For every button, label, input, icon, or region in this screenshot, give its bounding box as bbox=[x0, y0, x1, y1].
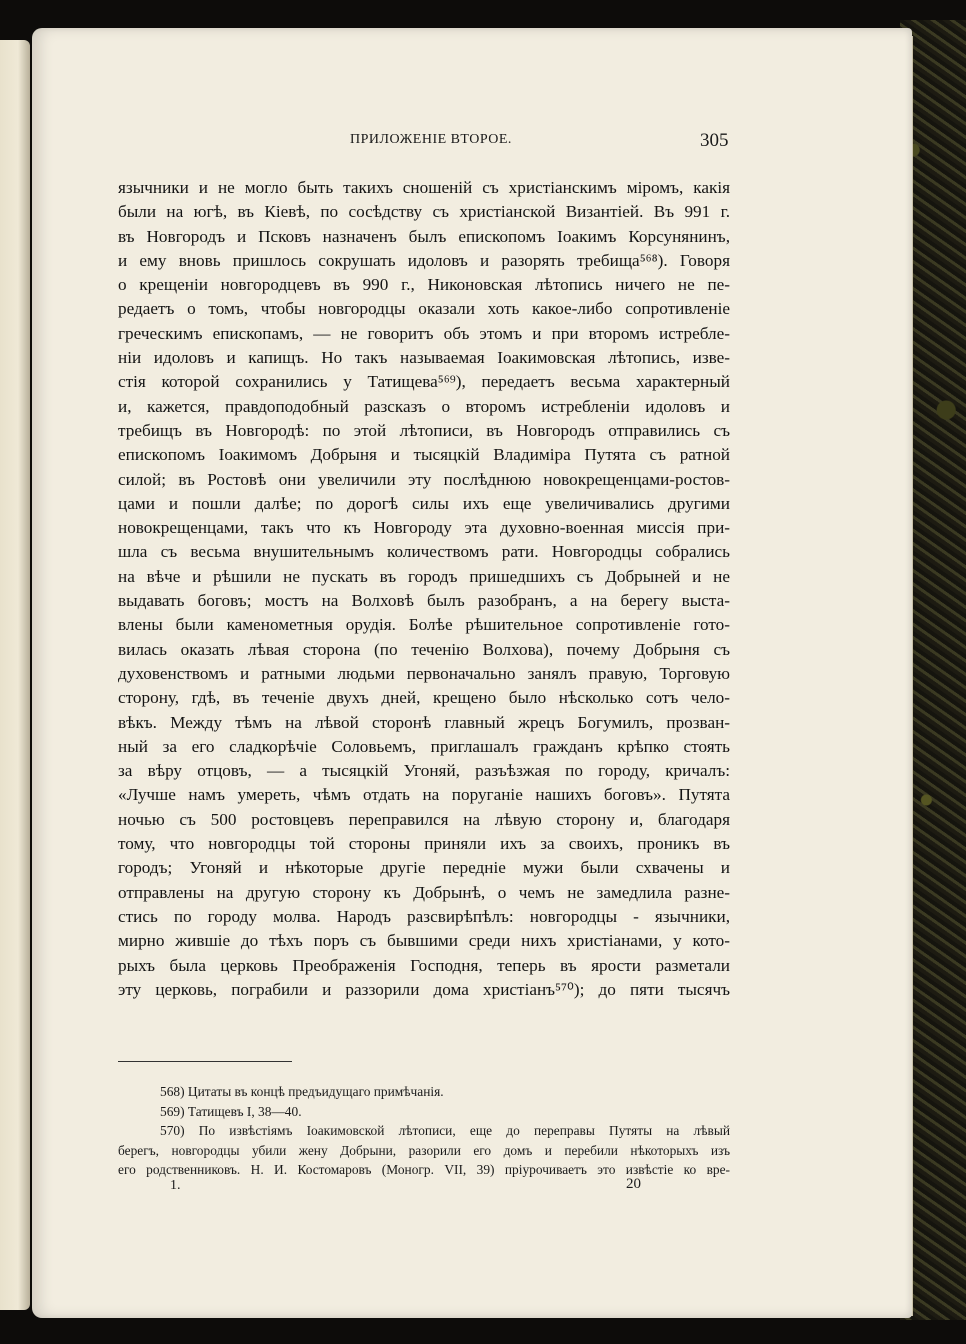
footnote-569: 569) Татищевъ I, 38—40. bbox=[160, 1103, 302, 1119]
main-text bbox=[118, 176, 730, 1002]
text-line: ніи идоловъ и капищъ. Но такъ называемая Іоакимовская лѣтопись, изве- bbox=[118, 348, 730, 368]
text-line: отправлены на другую сторону къ Добрынѣ, о чемъ не замедлила разне- bbox=[118, 882, 730, 902]
text-line: вилась оказать лѣвая сторона (по теченію Волхова), почему Добрыня съ bbox=[118, 639, 730, 659]
footnote-568: 568) Цитаты въ концѣ предъидущаго примѣчанія. bbox=[160, 1084, 444, 1099]
text-line: тому, что новгородцы той стороны приняли ихъ за своихъ, проникъ въ bbox=[118, 834, 730, 854]
facing-page-edge bbox=[0, 40, 30, 1310]
footnote-570: 570) По извѣстіямъ Іоакимовской лѣтописи, еще до переправы Путяты на лѣвый bbox=[160, 1123, 730, 1138]
text-line: мирно жившіе до тѣхъ поръ съ бывшими среди нихъ христіанами, у кото- bbox=[118, 931, 730, 951]
page-number: 305 bbox=[700, 130, 729, 151]
text-line: редаетъ о томъ, чтобы новгородцы оказали хоть какое-либо сопротивленіе bbox=[118, 299, 730, 319]
text-line: духовенствомъ и ратными людьми первоначально занялъ правую, Торговую bbox=[118, 663, 730, 683]
text-line: требищъ въ Новгородѣ: по этой лѣтописи, въ Новгородъ отправились съ bbox=[118, 420, 730, 440]
footnote-rule bbox=[118, 1061, 292, 1062]
text-line: стія которой сохранились у Татищева⁵⁶⁹), передаетъ весьма характерный bbox=[118, 372, 730, 392]
text-line: стись по городу молва. Народъ разсвирѣпѣлъ: новгородцы - язычники, bbox=[118, 906, 730, 926]
text-line: шла съ весьма внушительнымъ количествомъ рати. Новгородцы собрались bbox=[118, 542, 730, 562]
text-line: эту церковь, пограбили и раззорили дома христіанъ⁵⁷⁰); до пяти тысячъ bbox=[118, 979, 730, 999]
text-line: за вѣру отцовъ, — а тысяцкій Угоняй, разъѣзжая по городу, кричалъ: bbox=[118, 761, 730, 781]
text-line: въ Новгородъ и Псковъ назначенъ былъ епископомъ Іоакимъ Корсунянинъ, bbox=[118, 226, 730, 246]
text-line: влены были каменометныя орудія. Болѣе рѣшительное сопротивленіе гото- bbox=[118, 615, 730, 635]
text-line: ный за его сладкорѣчіе Соловьемъ, приглашалъ гражданъ крѣпко стоять bbox=[118, 736, 730, 756]
sheet-number: 20 bbox=[626, 1176, 641, 1192]
footnote-570-cont: его родственниковъ. Н. И. Костомаровъ (Моногр. VII, 39) пріурочиваетъ это извѣстіе ко вре- bbox=[118, 1162, 730, 1177]
text-line: язычники и не могло быть такихъ сношеній съ христіанскимъ міромъ, какія bbox=[118, 178, 730, 197]
text-line: были на югѣ, въ Кіевѣ, по сосѣдству съ христіанской Византіей. Въ 991 г. bbox=[118, 202, 730, 222]
text-line: сторону, гдѣ, въ теченіе двухъ дней, крещено было нѣсколько сотъ чело- bbox=[118, 688, 730, 708]
text-line: рыхъ была церковь Преображенія Господня, теперь въ ярости разметали bbox=[118, 955, 730, 975]
text-line: о крещеніи новгородцевъ въ 990 г., Никоновская лѣтопись ничего не пе- bbox=[118, 275, 730, 295]
footnote-570-cont: берегъ, новгородцы убили жену Добрыни, разорили его домъ и перебили нѣкоторыхъ изъ bbox=[118, 1142, 730, 1158]
text-line: на вѣче и рѣшили не пускать въ городъ пришедшихъ съ Добрыней и не bbox=[118, 566, 730, 586]
text-line: и, кажется, правдоподобный разсказъ о второмъ истребленіи идоловъ и bbox=[118, 396, 730, 416]
text-line: «Лучше намъ умереть, чѣмъ отдать на поруганіе нашихъ боговъ». Путята bbox=[118, 785, 730, 805]
text-line: цами и пошли далѣе; по дорогѣ силы ихъ еще увеличивались другими bbox=[118, 493, 730, 513]
text-line: городъ; Угоняй и нѣкоторые другіе передніе мужи были схвачены и bbox=[118, 858, 730, 878]
text-line: епископомъ Іоакимомъ Добрыня и тысяцкій Владиміра Путята съ ратной bbox=[118, 445, 730, 465]
running-head: ПРИЛОЖЕНІЕ ВТОРОЕ. bbox=[350, 132, 512, 147]
text-line: вѣкъ. Между тѣмъ на лѣвой сторонѣ главный жрецъ Богумилъ, прозван- bbox=[118, 712, 730, 732]
footnotes bbox=[118, 1082, 730, 1180]
text-line: выдавать боговъ; мостъ на Волховѣ былъ разобранъ, а на берегу выста- bbox=[118, 591, 730, 611]
text-line: новокрещенцами, такъ что къ Новгороду эта духовно-военная миссія при- bbox=[118, 518, 730, 538]
signature-mark: 1. bbox=[170, 1178, 181, 1193]
text-line: ночью съ 500 ростовцевъ переправился на лѣвую сторону и, благодаря bbox=[118, 809, 730, 829]
text-line: силой; въ Ростовѣ они увеличили эту послѣднюю новокрещенцами-ростов- bbox=[118, 469, 730, 489]
text-line: греческимъ епископамъ, — не говоритъ объ этомъ и при второмъ истребле- bbox=[118, 323, 730, 343]
text-line: и ему вновь пришлось сокрушать идоловъ и разорять требища⁵⁶⁸). Говоря bbox=[118, 250, 730, 270]
